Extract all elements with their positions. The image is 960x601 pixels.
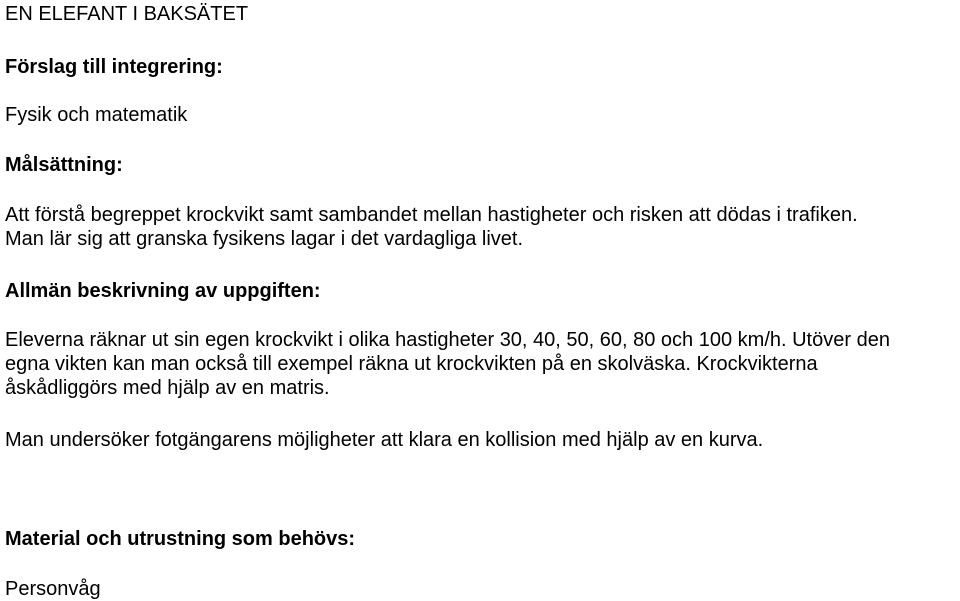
goal-heading: Målsättning: xyxy=(5,154,123,176)
goal-line: Att förstå begreppet krockvikt samt sambandet mellan hastigheter och risken att dödas i trafiken. xyxy=(5,204,858,226)
integration-heading: Förslag till integrering: xyxy=(5,56,223,78)
pedestrian-text: Man undersöker fotgängarens möjligheter att klara en kollision med hjälp av en kurva. xyxy=(5,429,764,451)
document-page xyxy=(5,0,957,601)
document-title: EN ELEFANT I BAKSÄTET xyxy=(5,3,249,25)
goal-line: Man lär sig att granska fysikens lagar i det vardagliga livet. xyxy=(5,228,524,250)
description-heading: Allmän beskrivning av uppgiften: xyxy=(5,280,321,302)
goal-paragraph xyxy=(5,203,858,251)
description-line: åskådliggörs med hjälp av en matris. xyxy=(5,377,330,399)
description-paragraph xyxy=(5,328,890,400)
materials-text: Personvåg xyxy=(5,578,101,600)
description-line: egna vikten kan man också till exempel räkna ut krockvikten på en skolväska. Krockvikterna xyxy=(5,353,818,375)
integration-text: Fysik och matematik xyxy=(5,104,188,126)
materials-heading: Material och utrustning som behövs: xyxy=(5,528,356,550)
description-line: Eleverna räknar ut sin egen krockvikt i olika hastigheter 30, 40, 50, 60, 80 och 100 km/h. Utöver den xyxy=(5,329,890,351)
